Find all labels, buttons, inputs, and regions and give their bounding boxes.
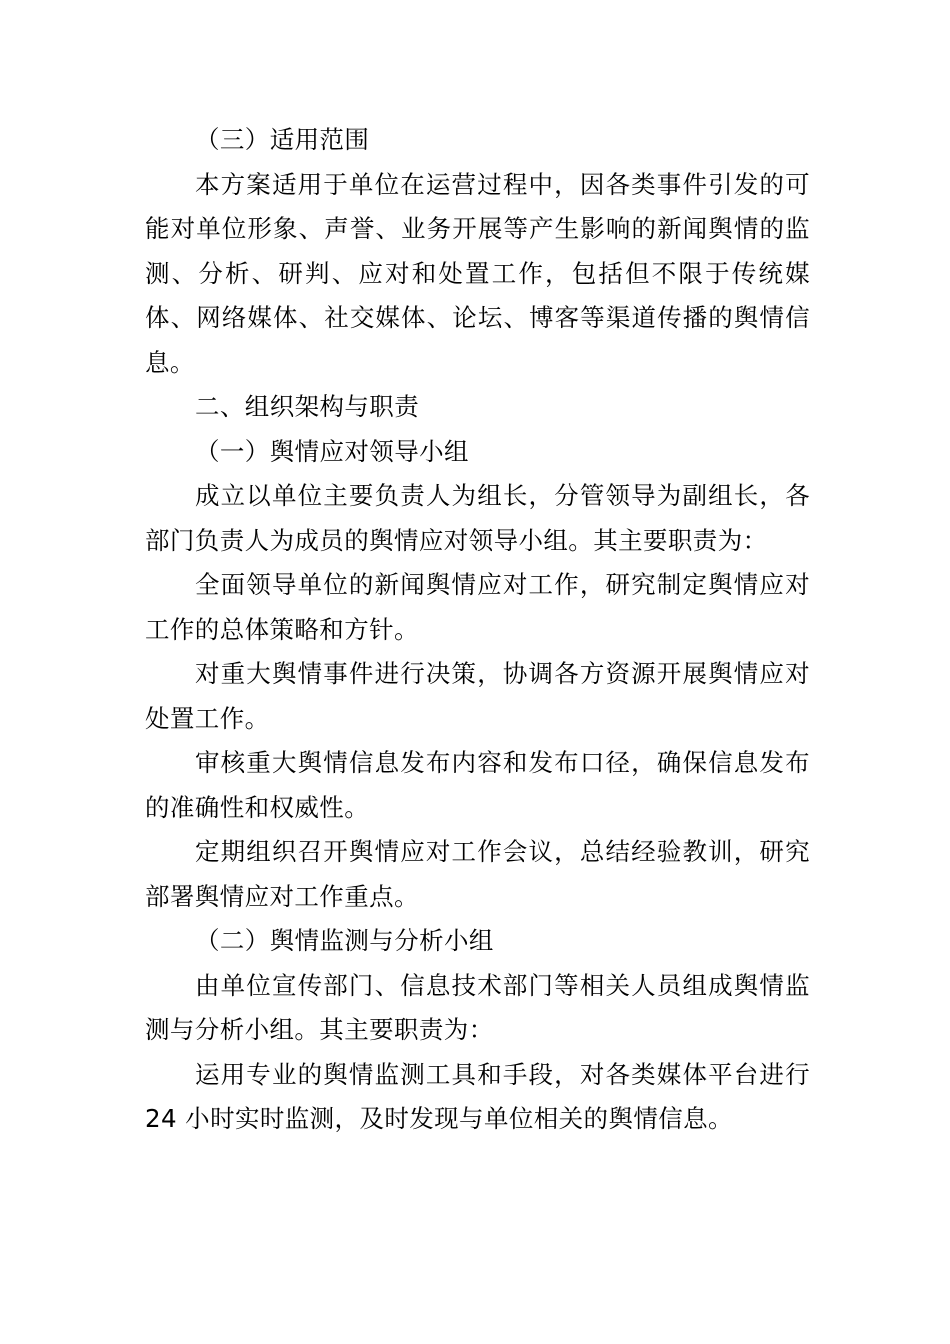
group-one-intro-paragraph: 成立以单位主要负责人为组长，分管领导为副组长，各部门负责人为成员的舆情应对领导小组。其主要职责为：	[145, 481, 810, 555]
group-one-duty-paragraph: 审核重大舆情信息发布内容和发布口径，确保信息发布的准确性和权威性。	[145, 748, 810, 822]
chapter-two-heading: 二、组织架构与职责	[195, 392, 420, 421]
group-one-duty-paragraph: 对重大舆情事件进行决策，协调各方资源开展舆情应对处置工作。	[145, 659, 810, 733]
group-two-intro-paragraph: 由单位宣传部门、信息技术部门等相关人员组成舆情监测与分析小组。其主要职责为：	[145, 970, 810, 1044]
document-body	[145, 118, 810, 1142]
group-one-heading: （一）舆情应对领导小组	[195, 436, 469, 466]
group-one-duty-paragraph: 定期组织召开舆情应对工作会议，总结经验教训，研究部署舆情应对工作重点。	[145, 837, 810, 911]
section-scope-paragraph: 本方案适用于单位在运营过程中，因各类事件引发的可能对单位形象、声誉、业务开展等产生影响的新闻舆情的监测、分析、研判、应对和处置工作，包括但不限于传统媒体、网络媒体、社交媒体、论坛、博客等渠道传播的舆情信息。	[145, 169, 810, 377]
section-scope-heading: （三）适用范围	[195, 125, 370, 154]
group-two-heading: （二）舆情监测与分析小组	[195, 926, 494, 955]
group-two-duty-paragraph: 运用专业的舆情监测工具和手段，对各类媒体平台进行 24 小时实时监测，及时发现与单位相关的舆情信息。	[145, 1059, 810, 1133]
group-one-duty-paragraph: 全面领导单位的新闻舆情应对工作，研究制定舆情应对工作的总体策略和方针。	[145, 570, 810, 644]
